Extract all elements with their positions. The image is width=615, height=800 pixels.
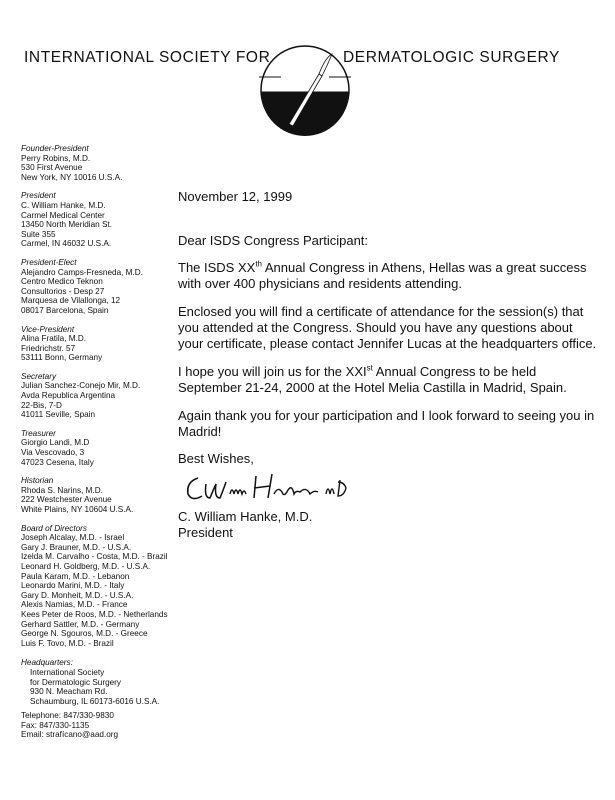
officer-block <box>21 258 176 316</box>
letter-date: November 12, 1999 <box>178 189 293 204</box>
board-title: Board of Directors <box>21 523 87 533</box>
officer-role: Vice-President <box>21 324 75 334</box>
signer-name: C. William Hanke, M.D. <box>178 509 313 524</box>
board-member: Gary D. Monheit, M.D. - U.S.A. <box>21 590 134 600</box>
officer-line: Carmel Medical Center <box>21 210 105 220</box>
officer-line: Giorgio Landi, M.D <box>21 438 90 448</box>
officer-line: 53111 Bonn, Germany <box>21 353 103 363</box>
board-member: Joseph Alcalay, M.D. - Israel <box>21 533 125 543</box>
officer-block <box>21 191 176 249</box>
headquarters-block <box>21 658 176 740</box>
officer-line: Rhoda S. Narins, M.D. <box>21 485 103 495</box>
handwritten-signature <box>184 468 364 508</box>
headquarters-title: Headquarters: <box>21 658 73 668</box>
hq-contact-line: Email: strafícano@aad.org <box>21 730 119 740</box>
board-member: Izelda M. Carvalho - Costa, M.D. - Brazil <box>21 552 168 562</box>
p1-text-a: The ISDS XX <box>178 259 256 275</box>
officer-line: 13450 North Meridian St. <box>21 220 113 230</box>
officer-line: 41011 Seville, Spain <box>21 410 96 420</box>
board-member: Leonard H. Goldberg, M.D. - U.S.A. <box>21 561 151 571</box>
officers-sidebar <box>21 144 176 745</box>
hq-contact-line: Fax: 847/330-1135 <box>21 720 90 730</box>
board-member: Gerhard Sattler, M.D. - Germany <box>21 619 140 629</box>
officer-block <box>21 429 176 467</box>
officer-line: 47023 Cesena, Italy <box>21 457 94 467</box>
p3-text-a: I hope you will join us for the XXI <box>178 363 367 379</box>
board-member: Alexis Namias, M.D. - France <box>21 600 128 610</box>
officer-block <box>21 144 176 182</box>
officer-block <box>21 325 176 363</box>
board-member: Gary J. Brauner, M.D. - U.S.A. <box>21 542 132 552</box>
officer-role: Founder-President <box>21 144 89 153</box>
officer-line: Carmel, IN 46032 U.S.A. <box>21 239 112 249</box>
org-name-right: DERMATOLOGIC SURGERY <box>343 49 560 66</box>
letter-body <box>178 189 598 468</box>
p3-text-b: Annual Congress to be held September 21-24, 2000 at the Hotel Melia Castilla in Madrid, Spain. <box>178 363 567 396</box>
officer-line: Marquesa de Vilallonga, 12 <box>21 296 121 306</box>
officer-line: Suite 355 <box>21 229 56 239</box>
officer-role: Secretary <box>21 371 57 381</box>
p3-superscript: st <box>366 363 373 373</box>
hq-address-line: International Society <box>30 667 105 677</box>
hq-address-line: for Dermatologic Surgery <box>30 677 122 687</box>
paragraph-3 <box>178 364 598 397</box>
officer-line: 08017 Barcelona, Spain <box>21 305 109 315</box>
officer-role: Treasurer <box>21 428 56 438</box>
paragraph-2: Enclosed you will find a certificate of attendance for the session(s) that you attended at the Congress. Should you have any questions about your certificate, please contact Jennifer Lucas at the headquarters office. <box>178 303 597 352</box>
hq-address-line: 930 N. Meacham Rd. <box>30 687 108 697</box>
officer-line: Consultorios - Desp 27 <box>21 286 105 296</box>
hq-address-line: Schaumburg, IL 60173-6016 U.S.A. <box>30 696 160 706</box>
officer-line: 530 First Avenue <box>21 163 83 173</box>
board-member: George N. Sgouros, M.D. - Greece <box>21 629 148 639</box>
officer-line: Julian Sanchez-Conejo Mir, M.D. <box>21 381 141 391</box>
board-member: Leonardo Marini, M.D. - Italy <box>21 581 125 591</box>
signer-title: President <box>178 525 233 540</box>
officer-line: White Plains, NY 10604 U.S.A. <box>21 505 134 514</box>
officer-block <box>21 476 176 514</box>
board-member: Luis F. Tovo, M.D. - Brazil <box>21 638 114 648</box>
org-name-left: INTERNATIONAL SOCIETY FOR <box>24 49 271 66</box>
signer-block <box>178 509 312 541</box>
hq-contact-line: Telephone: 847/330-9830 <box>21 711 114 721</box>
board-member: Paula Karam, M.D. - Lebanon <box>21 571 130 581</box>
officer-line: Avda Republica Argentina <box>21 391 116 401</box>
officer-role: Historian <box>21 476 54 486</box>
society-logo <box>259 44 351 136</box>
board-member: Kees Peter de Roos, M.D. - Netherlands <box>21 609 168 619</box>
officer-line: Alina Fratila, M.D. <box>21 334 87 344</box>
p1-text-b: Annual Congress in Athens, Hellas was a great success with over 400 physicians and residents attending. <box>178 259 587 292</box>
p1-superscript: th <box>255 259 262 269</box>
paragraph-1 <box>178 260 598 293</box>
officer-line: 22-Bis, 7-D <box>21 400 62 410</box>
officer-role: President-Elect <box>21 257 77 267</box>
closing: Best Wishes, <box>178 451 254 467</box>
officer-block <box>21 372 176 420</box>
officer-line: Centro Medico Teknon <box>21 277 103 287</box>
officer-line: Alejandro Camps-Fresneda, M.D. <box>21 267 143 277</box>
officer-line: C. William Hanke, M.D. <box>21 200 106 210</box>
officer-line: Friedrichstr. 57 <box>21 343 76 353</box>
officer-line: 222 Westchester Avenue <box>21 495 112 505</box>
board-of-directors <box>21 524 176 649</box>
salutation: Dear ISDS Congress Participant: <box>178 233 369 249</box>
officer-line: Via Vescovado, 3 <box>21 448 85 458</box>
officer-role: President <box>21 191 56 201</box>
officer-line: New York, NY 10016 U.S.A. <box>21 172 123 182</box>
paragraph-4: Again thank you for your participation and I look forward to seeing you in Madrid! <box>178 407 595 440</box>
officer-line: Perry Robins, M.D. <box>21 153 91 163</box>
